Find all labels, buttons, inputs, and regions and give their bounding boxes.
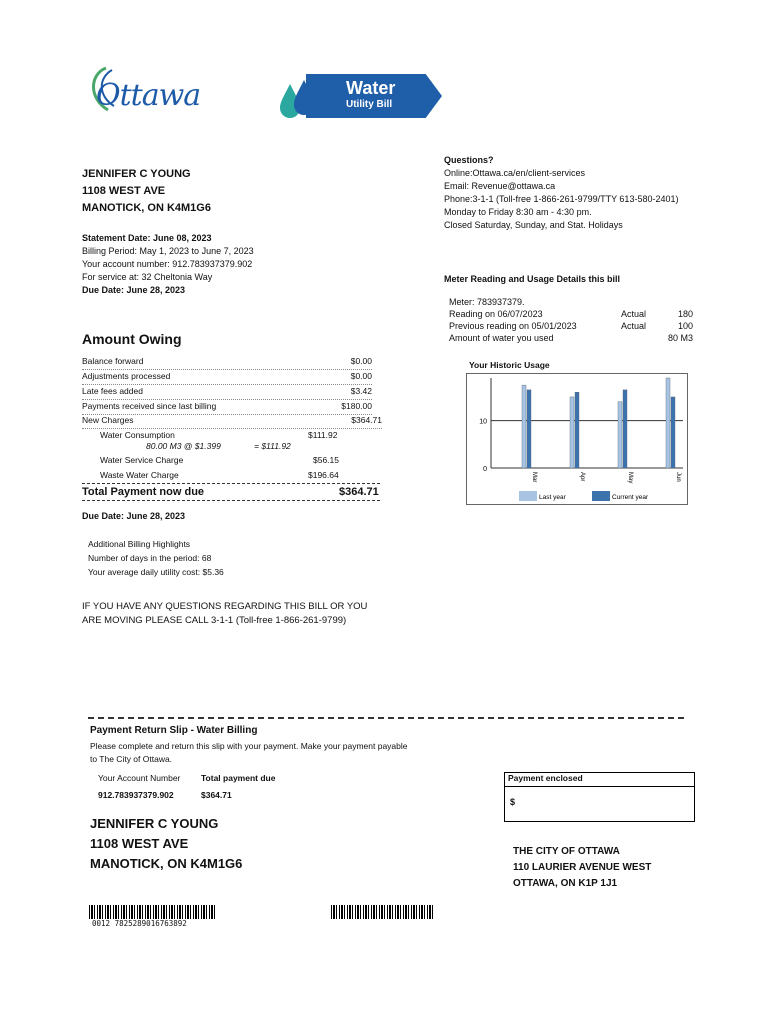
slip-instructions-1: Please complete and return this slip with your payment. Make your payment payable: [90, 741, 408, 751]
meter-used-row: [449, 332, 693, 344]
billing-highlights: [88, 537, 224, 579]
water-title: Water: [346, 78, 396, 98]
customer-city: MANOTICK, ON K4M1G6: [82, 202, 211, 214]
highlights-title: Additional Billing Highlights: [88, 539, 191, 549]
statement-date: Statement Date: June 08, 2023: [82, 233, 212, 243]
slip-instructions: [90, 740, 408, 766]
used-label: Amount of water you used: [449, 333, 554, 343]
payment-enclosed-box[interactable]: [504, 772, 695, 822]
city-name: THE CITY OF OTTAWA: [513, 846, 620, 857]
meter-reading-row: [449, 308, 693, 320]
reading-type: Actual: [621, 309, 647, 319]
owing-row: [82, 400, 372, 415]
owing-row: [82, 355, 372, 370]
slip-account-label: Your Account Number: [98, 773, 181, 783]
barcode-number: 0012 7825289016763892: [92, 919, 187, 928]
due-date-repeat: Due Date: June 28, 2023: [82, 511, 186, 521]
y-tick-label: 10: [479, 418, 487, 426]
highlights-avg-cost: Your average daily utility cost: $5.36: [88, 567, 224, 577]
prev-label: Previous reading on 05/01/2023: [449, 321, 577, 331]
slip-customer-address: [90, 814, 242, 874]
moving-notice: [82, 600, 367, 628]
barcode-right: [331, 905, 434, 919]
customer-street: 1108 WEST AVE: [82, 185, 166, 197]
total-value: $364.71: [339, 486, 379, 498]
customer-address: [82, 166, 211, 217]
city-city: OTTAWA, ON K1P 1J1: [513, 878, 618, 889]
bar-current-year: [527, 390, 531, 468]
x-tick-label: May: [627, 472, 633, 484]
waste-water-label: Waste Water Charge: [100, 470, 179, 480]
customer-name: JENNIFER C YOUNG: [82, 168, 191, 180]
new-charges-row: [82, 414, 382, 429]
x-tick-label: Mar: [531, 472, 537, 483]
service-address: For service at: 32 Cheltonia Way: [82, 272, 213, 282]
meter-prev-row: [449, 320, 693, 332]
legend-current-year: Current year: [612, 494, 649, 501]
city-street: 110 LAURIER AVENUE WEST: [513, 862, 652, 873]
ottawa-logo-text: Ottawa: [96, 78, 201, 113]
notice-line-2: ARE MOVING PLEASE CALL 3-1-1 (Toll-free 1-866-261-9799): [82, 615, 347, 626]
payment-enclosed-label: Payment enclosed: [505, 773, 694, 787]
slip-customer-name: JENNIFER C YOUNG: [90, 816, 219, 831]
questions-phone: Phone:3-1-1 (Toll-free 1-866-261-9799/TTY 613-580-2401): [444, 194, 679, 204]
questions-online: Online:Ottawa.ca/en/client-services: [444, 168, 586, 178]
questions-email: Email: Revenue@ottawa.ca: [444, 181, 556, 191]
prev-value: 100: [677, 321, 693, 331]
barcode-left: [89, 905, 215, 919]
total-divider: [82, 500, 380, 501]
due-date: Due Date: June 28, 2023: [82, 285, 186, 295]
y-tick-label: 0: [483, 466, 487, 473]
owing-row-label: Balance forward: [82, 356, 144, 366]
owing-row-label: Late fees added: [82, 386, 143, 396]
meter-details: [449, 296, 693, 344]
meter-title: Meter Reading and Usage Details this bill: [444, 274, 621, 284]
x-tick-label: Jun: [675, 472, 681, 482]
slip-customer-city: MANOTICK, ON K4M1G6: [90, 856, 243, 871]
bar-last-year: [522, 385, 526, 468]
water-consumption-value: $111.92: [308, 430, 338, 440]
waste-water-value: $196.64: [308, 470, 339, 480]
water-subtitle: Utility Bill: [346, 99, 393, 110]
legend-swatch-current-year: [592, 491, 610, 501]
new-charges-value: $364.71: [351, 415, 382, 425]
consumption-detail: 80.00 M3 @ $1.399: [146, 441, 221, 451]
slip-instructions-2: to The City of Ottawa.: [90, 754, 173, 764]
chart-title: Your Historic Usage: [469, 360, 550, 370]
slip-total-value: $364.71: [201, 790, 232, 800]
bar-last-year: [570, 397, 574, 468]
slip-total-label: Total payment due: [201, 773, 276, 783]
total-label: Total Payment now due: [82, 486, 205, 498]
water-utility-logo: [276, 72, 446, 122]
bar-current-year: [623, 390, 627, 468]
questions-block: [444, 154, 678, 232]
slip-title: Payment Return Slip - Water Billing: [90, 725, 258, 736]
reading-label: Reading on 06/07/2023: [449, 309, 543, 319]
used-value: 80 M3: [667, 333, 693, 343]
highlights-days: Number of days in the period: 68: [88, 553, 212, 563]
bar-current-year: [575, 392, 579, 468]
water-consumption-label: Water Consumption: [100, 430, 175, 440]
new-charges-label: New Charges: [82, 415, 134, 425]
owing-row-value: $0.00: [350, 356, 372, 366]
reading-value: 180: [677, 309, 693, 319]
legend-last-year: Last year: [539, 494, 566, 501]
usage-chart: [466, 373, 688, 505]
owing-row: [82, 370, 372, 385]
x-tick-label: Apr: [579, 472, 585, 482]
bar-current-year: [671, 397, 675, 468]
questions-hours: Monday to Friday 8:30 am - 4:30 pm.: [444, 207, 592, 217]
billing-period: Billing Period: May 1, 2023 to June 7, 2023: [82, 246, 254, 256]
service-charge-label: Water Service Charge: [100, 455, 184, 465]
payment-currency: $: [510, 797, 516, 807]
owing-row-value: $0.00: [350, 371, 372, 381]
owing-row-label: Adjustments processed: [82, 371, 171, 381]
owing-row-value: $180.00: [341, 401, 372, 411]
questions-closed: Closed Saturday, Sunday, and Stat. Holidays: [444, 220, 623, 230]
owing-row-label: Payments received since last billing: [82, 401, 217, 411]
slip-account-value: 912.783937379.902: [98, 790, 174, 800]
prev-type: Actual: [621, 321, 647, 331]
legend-swatch-last-year: [519, 491, 537, 501]
statement-info: [82, 232, 254, 297]
slip-customer-street: 1108 WEST AVE: [90, 836, 189, 851]
bar-last-year: [666, 378, 670, 468]
owing-row: [82, 385, 372, 400]
meter-number: Meter: 783937379.: [449, 297, 525, 307]
total-divider: [82, 483, 380, 484]
amount-owing-title: Amount Owing: [82, 331, 182, 347]
owing-row-value: $3.42: [350, 386, 372, 396]
account-number: Your account number: 912.783937379.902: [82, 259, 253, 269]
notice-line-1: IF YOU HAVE ANY QUESTIONS REGARDING THIS BILL OR YOU: [82, 601, 368, 612]
service-charge-value: $56.15: [313, 455, 339, 465]
tear-line: [88, 717, 684, 719]
city-address: [513, 844, 651, 892]
usage-chart-svg: [467, 374, 687, 504]
bar-last-year: [618, 402, 622, 468]
questions-title: Questions?: [444, 155, 494, 165]
consumption-detail-value: = $111.92: [254, 441, 291, 451]
ottawa-logo: [86, 64, 206, 116]
